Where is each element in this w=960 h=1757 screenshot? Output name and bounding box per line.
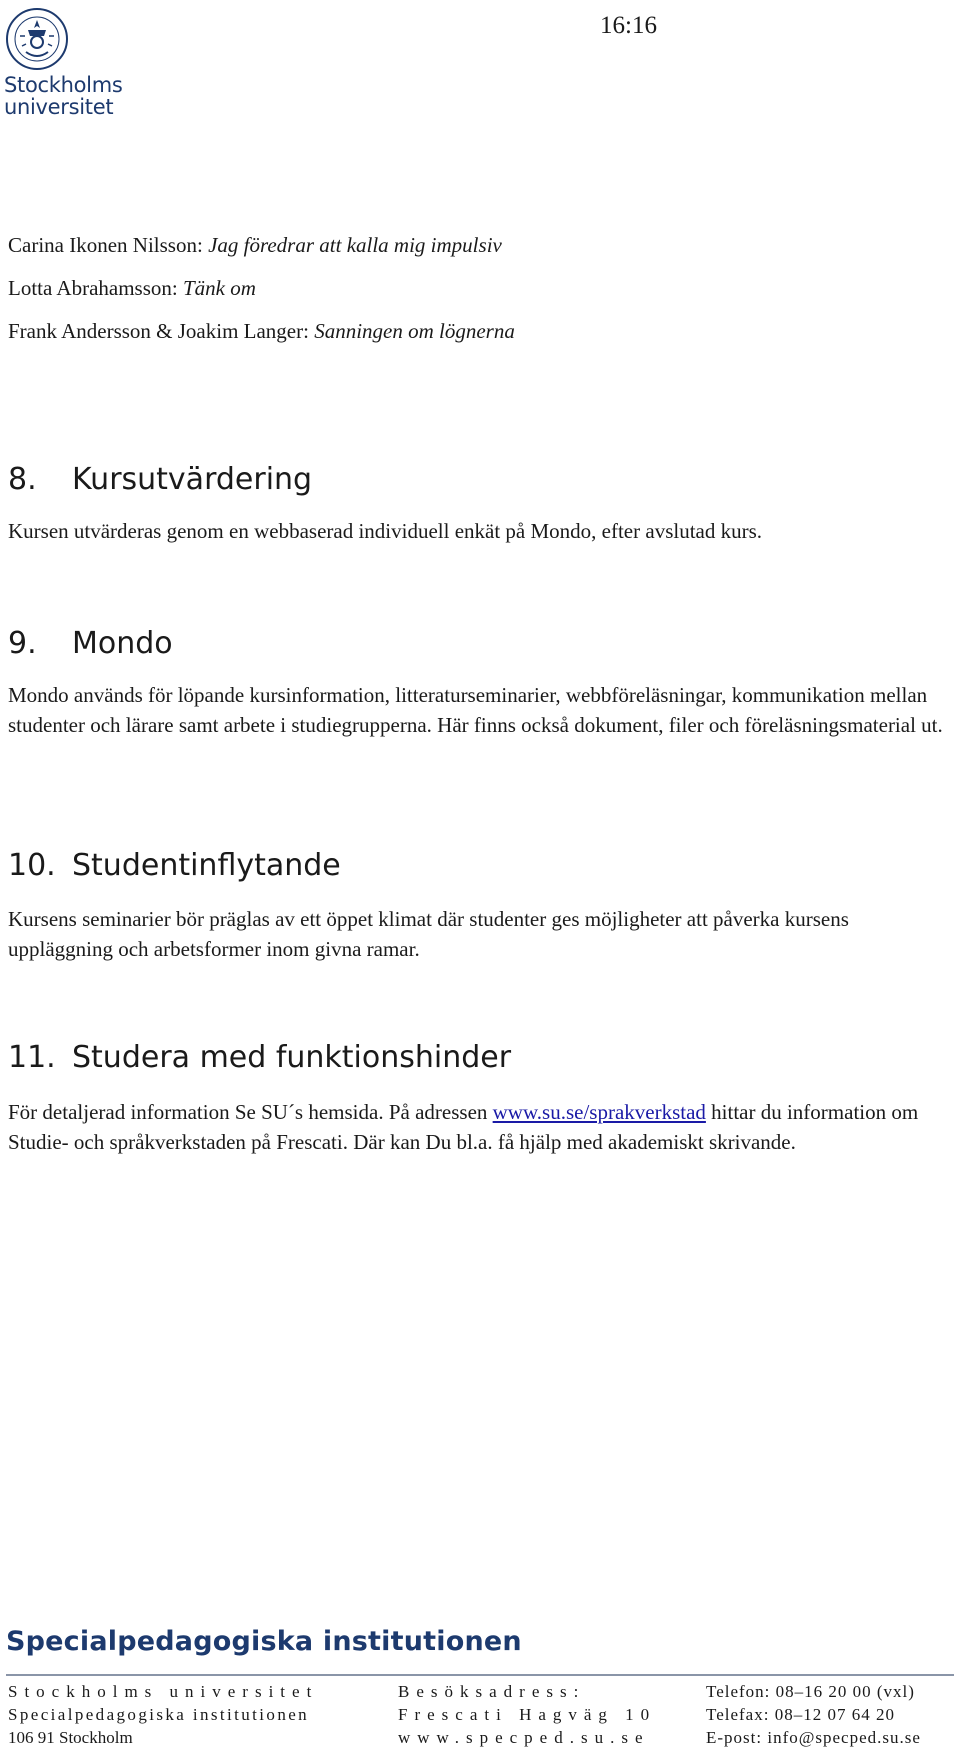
reference-title: Sanningen om lögnerna bbox=[314, 319, 515, 343]
section-number: 10. bbox=[8, 848, 56, 883]
footer-row bbox=[8, 1726, 958, 1749]
reference-author: Lotta Abrahamsson: bbox=[8, 276, 183, 300]
section-title: Kursutvärdering bbox=[72, 462, 313, 497]
section-10-body: Kursens seminarier bör präglas av ett öppet klimat där studenter ges möjligheter att påverka kursens uppläggning och arbetsformer inom givna ramar. bbox=[8, 907, 849, 961]
footer-title: Specialpedagogiska institutionen bbox=[6, 1626, 522, 1657]
section-11-body bbox=[8, 1097, 948, 1157]
footer-website[interactable]: www.specped.su.se bbox=[398, 1728, 650, 1747]
body-text: hittar du information om Studie- och språkverkstaden på Frescati. Där kan Du bl.a. få hjälp med akademiskt skrivande. bbox=[8, 1100, 919, 1154]
footer-email[interactable]: E-post: info@specped.su.se bbox=[706, 1728, 921, 1747]
reference-item bbox=[8, 224, 948, 267]
footer-row bbox=[8, 1703, 958, 1726]
university-logo bbox=[4, 6, 134, 118]
section-title: Studentinflytande bbox=[72, 848, 341, 883]
footer-cell: Telefax: 08–12 07 64 20 bbox=[706, 1705, 895, 1724]
footer-divider bbox=[6, 1674, 954, 1676]
footer-row bbox=[8, 1680, 958, 1703]
section-9-heading bbox=[8, 626, 173, 661]
section-title: Studera med funktionshinder bbox=[72, 1040, 512, 1075]
header-time: 16:16 bbox=[600, 12, 657, 39]
logo-text-line2: universitet bbox=[4, 95, 114, 119]
footer-cell: Specialpedagogiska institutionen bbox=[8, 1705, 310, 1724]
logo-text-line1: Stockholms bbox=[4, 73, 123, 97]
section-number: 11. bbox=[8, 1040, 56, 1075]
sprakverkstad-link[interactable]: www.su.se/sprakverkstad bbox=[492, 1100, 706, 1124]
reference-title: Tänk om bbox=[182, 276, 256, 300]
reference-author: Carina Ikonen Nilsson: bbox=[8, 233, 209, 257]
section-number: 8. bbox=[8, 462, 37, 497]
reference-item bbox=[8, 310, 948, 353]
section-10-heading bbox=[8, 848, 341, 883]
section-9-body: Mondo används för löpande kursinformation, litteraturseminarier, webbföreläsningar, kommunikation mellan studenter och lärare samt arbete i studiegrupperna. Här finns också dokument, filer och föreläsningsmaterial ut. bbox=[8, 683, 943, 737]
footer-cell: Stockholms universitet bbox=[8, 1682, 319, 1701]
section-number: 9. bbox=[8, 626, 37, 661]
body-text: För detaljerad information Se SU´s hemsida. På adressen bbox=[8, 1100, 493, 1124]
university-seal-icon bbox=[4, 6, 70, 72]
footer-cell: 106 91 Stockholm bbox=[8, 1728, 133, 1747]
footer-cell: Telefon: 08–16 20 00 (vxl) bbox=[706, 1682, 915, 1701]
reference-author: Frank Andersson & Joakim Langer: bbox=[8, 319, 315, 343]
section-title: Mondo bbox=[72, 626, 173, 661]
reference-item bbox=[8, 267, 948, 310]
footer-contact-table bbox=[8, 1680, 958, 1749]
footer-cell: Frescati Hagväg 10 bbox=[398, 1705, 657, 1724]
footer-cell: Besöksadress: bbox=[398, 1682, 586, 1701]
section-11-heading bbox=[8, 1040, 511, 1075]
section-8-heading bbox=[8, 462, 312, 497]
reference-list bbox=[8, 224, 948, 353]
section-8-body: Kursen utvärderas genom en webbaserad individuell enkät på Mondo, efter avslutad kurs. bbox=[8, 519, 763, 543]
reference-title: Jag föredrar att kalla mig impulsiv bbox=[208, 233, 502, 257]
